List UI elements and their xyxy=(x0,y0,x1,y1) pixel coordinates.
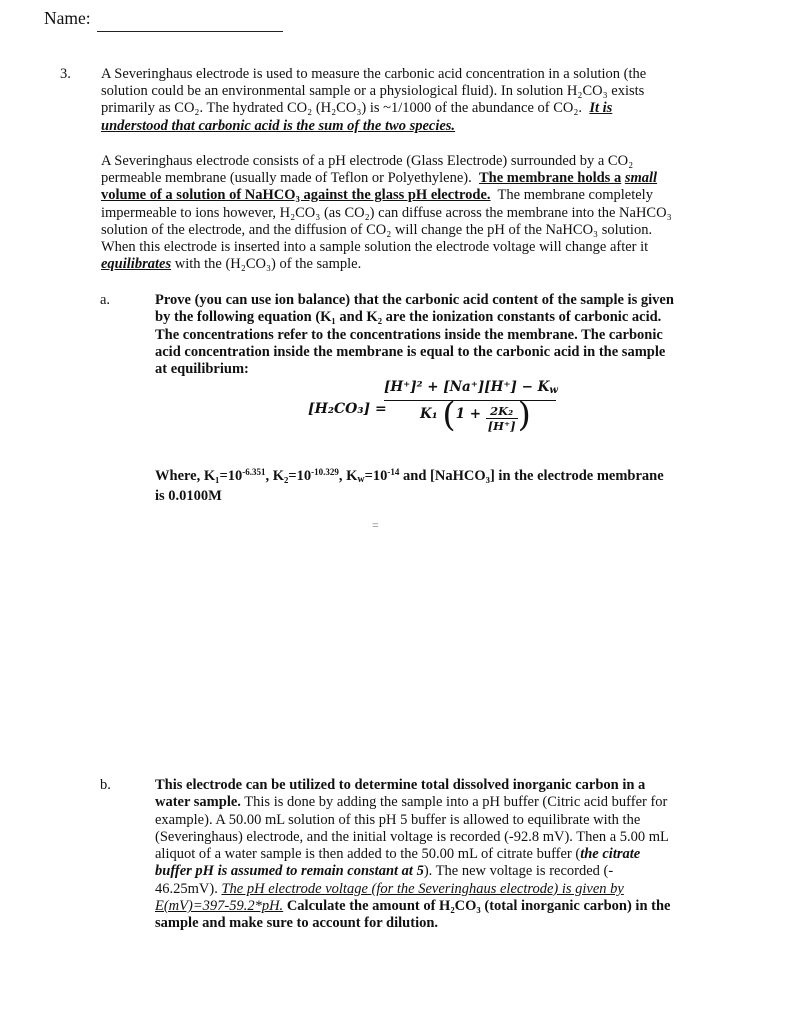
name-label: Name: xyxy=(44,8,91,28)
part-a-label: a. xyxy=(100,292,111,308)
electrode-description xyxy=(101,153,691,273)
part-b-prompt: This electrode can be utilized to determine total dissolved inorganic carbon in a water sample. This is done by adding the sample into a pH buffer (Citric acid buffer for example). A 50.00 mL solution of this pH 5 buffer is allowed to equilibrate with the (Severinghaus) electrode, and the initial voltage is recorded (-92.8 mV). Then a 5.00 mL aliquot of a water sample is then added to the 50.00 mL of citrate buffer (the citrate buffer pH is assumed to remain constant at 5). The new voltage is recorded (- 46.25mV). The pH electrode voltage (for the Severinghaus electrode) is given by E(mV)=397-59.2*pH. Calculate the amount of H₂CO₃ (total inorganic carbon) in the sample and make sure to account for dilution. xyxy=(155,777,671,932)
constants-statement: Where, $K_1=10^{-6.351}$, $K_2=10^{-10.329}$, $K_w=10^{-14}$ and [NaHCO₃] in the electrode membrane is 0.0100M xyxy=(155,467,664,505)
desc-line: volume of a solution of NaHCO₃ against the glass pH electrode. The membrane completely xyxy=(101,187,653,204)
equation-denominator: K₁ (1 + $\frac{\text{2K₂}}{[H^+]}$ ) xyxy=(420,395,531,435)
equation-numerator: $[H^+]^2 + [Na^+][H^+] - K_w$ xyxy=(384,379,558,396)
part-b-label: b. xyxy=(100,777,111,793)
inner-fraction: $\frac{\text{2K₂}}{[H^+]}$ xyxy=(487,404,516,433)
question-number: 3. xyxy=(60,66,71,82)
stray-mark: = xyxy=(372,518,379,532)
equation-lhs: [H₂CO₃] = xyxy=(308,401,387,417)
intro-paragraph xyxy=(101,66,691,135)
desc-line: permeable membrane (usually made of Teflon or Polyethylene). The membrane holds a small xyxy=(101,170,658,187)
desc-line: equilibrates with the (H₂CO₃) of the sample. xyxy=(101,256,362,273)
desc-line: When this electrode is inserted into a sample solution the electrode voltage will change after it xyxy=(101,239,649,256)
intro-line: primarily as CO₂. The hydrated CO₂ (H₂CO₃) is ~1/1000 of the abundance of CO₂. It is xyxy=(101,100,613,117)
emphasis-text: understood that carbonic acid is the sum of the two species. xyxy=(101,117,456,134)
emphasis-text: It is xyxy=(589,100,613,117)
intro-line: A Severinghaus electrode is used to measure the carbonic acid concentration in a solution (the xyxy=(101,66,647,82)
name-blank-line xyxy=(97,31,283,32)
desc-line: impermeable to ions however, H₂CO₃ (as CO₂) can diffuse across the membrane into the NaHCO₃ xyxy=(101,204,672,221)
desc-line: A Severinghaus electrode consists of a pH electrode (Glass Electrode) surrounded by a CO₂ xyxy=(101,153,634,169)
intro-line: solution could be an environmental sample or a physiological fluid). In solution H₂CO₃ exists xyxy=(101,83,645,100)
part-a-prompt: Prove (you can use ion balance) that the carbonic acid content of the sample is given by the following equation (K₁ and K₂ are the ionization constants of carbonic acid. The concentrations refer to the concentrations inside the membrane. The carbonic acid concentration inside the membrane is equal to the carbonic acid in the sample at equilibrium: xyxy=(155,292,674,378)
desc-line: solution of the electrode, and the diffusion of CO₂ will change the pH of the NaHCO₃ solution. xyxy=(101,221,653,238)
